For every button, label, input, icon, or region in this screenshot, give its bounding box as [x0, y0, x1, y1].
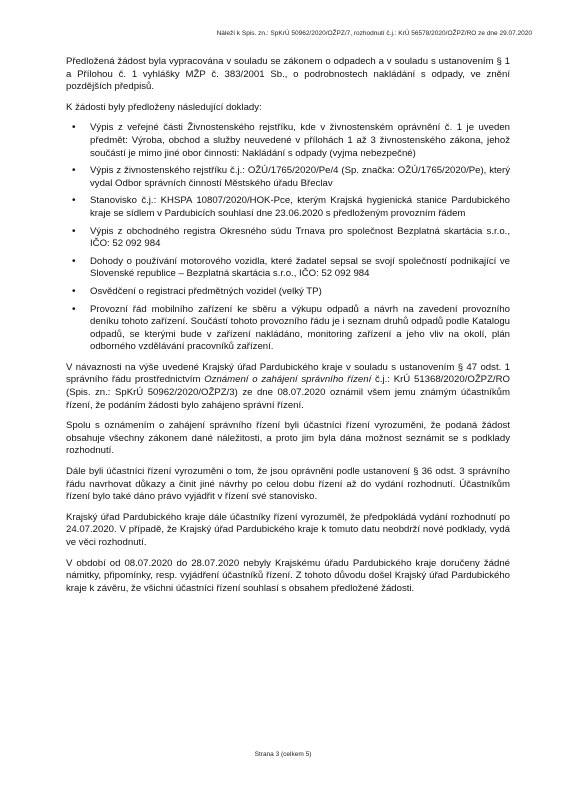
notice-text-start: V návaznosti na výše uvedené Krajský úřad Pardubického kraje v souladu s ustanovením § 47 odst. 1 správního řádu prostřednictvím — [66, 361, 510, 386]
notice-text-end: č.j.: KrÚ 51368/2020/OŽPZ/RO (Spis. zn.: SpKrÚ 50962/2020/OŽPZ/3) ze dne 08.07.2020 oznámil všem jemu známým účastníkům řízení, že podáním žádosti bylo zahájeno správní řízení. — [66, 374, 510, 411]
paragraph-application-intro: Předložená žádost byla vypracována v souladu se zákonem o odpadech a v souladu s ustanovením § 1 a Přílohou č. 1 vyhlášky MŽP č. 383/2001 Sb., o podrobnostech nakládání s odpady, ve znění pozdějších předpisů. — [66, 56, 510, 93]
documents-list — [66, 122, 510, 354]
list-item: • Provozní řád mobilního zařízení ke sběru a výkupu odpadů a návrh na zavedení provozního deníku tohoto zařízení. Součástí tohoto provozního řádu je i seznam druhů odpadů podle Katalogu odpadů, se kterými bude v zařízení nakládáno, monitoring zařízení a jeho vliv na okolí, plán odborného vzdělávání pracovníků zařízení. — [66, 304, 510, 354]
paragraph-documents-heading: K žádosti byly předloženy následující doklady: — [66, 101, 262, 113]
paragraph-proceeding-notice — [66, 362, 510, 412]
page-header-reference: Náleží k Spis. zn.: SpKrÚ 50962/2020/OŽPZ/7, rozhodnutí č.j.: KrÚ 56578/2020/OŽPZ/RO ze dne 29.07.2020 — [216, 30, 532, 37]
list-item: • Výpis z živnostenského rejstříku č.j.: OŽÚ/1765/2020/Pe/4 (Sp. značka: OŽÚ/1765/2020/Pe), který vydal Odbor správních činností Městského úřadu Břeclav — [66, 165, 510, 190]
notice-document-title: Oznámení o zahájení správního řízení — [204, 374, 372, 386]
page-number: Strana 3 (celkem 5) — [254, 751, 312, 758]
list-item: • Dohody o používání motorového vozidla, které žadatel sepsal se svojí společností podnikající ve Slovenské republice – Bezplatná skartácia s.r.o., IČO: 52 092 984 — [66, 256, 510, 281]
paragraph-participant-rights: Dále byli účastníci řízení vyrozuměni o tom, že jsou oprávněni podle ustanovení § 36 odst. 3 správního řádu navrhovat důkazy a činit jiné návrhy po celou dobu řízení až do vydání rozhodnutí. Účastníkům řízení bylo také dáno právo vyjádřit v řízení své stanovisko. — [66, 466, 510, 503]
paragraph-decision-date: Krajský úřad Pardubického kraje dále účastníky řízení vyrozuměl, že předpokládá vydání rozhodnutí po 24.07.2020. V případě, že Krajský úřad Pardubického kraje k tomuto datu neobdrží nové podklady, vydá ve věci rozhodnutí. — [66, 511, 510, 548]
document-body — [66, 56, 510, 603]
list-item: • Výpis z veřejné části Živnostenského rejstříku, kde v živnostenském oprávnění č. 1 je uveden předmět: Výroba, obchod a služby neuvedené v přílohách 1 až 3 živnostenského zákona, jehož součástí je mimo jiné obor činnosti: Nakládání s odpady (vyjma nebezpečné) — [66, 122, 510, 160]
paragraph-participants-informed: Spolu s oznámením o zahájení správního řízení byli účastníci řízení vyrozuměni, že podaná žádost obsahuje všechny zákonem dané náležitosti, a proto jim byla dána možnost seznámit se s podklady rozhodnutí. — [66, 420, 510, 457]
list-item: • Stanovisko č.j.: KHSPA 10807/2020/HOK-Pce, kterým Krajská hygienická stanice Pardubického kraje se sídlem v Pardubicích souhlasí dne 23.06.2020 s předloženým provozním řádem — [66, 195, 510, 220]
list-item: • Výpis z obchodného registra Okresného súdu Trnava pro společnost Bezplatná skartácia s.r.o., IČO: 52 092 984 — [66, 226, 510, 251]
list-item: • Osvědčení o registraci předmětných vozidel (velký TP) — [66, 286, 510, 299]
paragraph-conclusion: V období od 08.07.2020 do 28.07.2020 nebyly Krajskému úřadu Pardubického kraje doručeny žádné námitky, připomínky, resp. vyjádření účastníků řízení. Z tohoto důvodu došel Krajský úřad Pardubického kraje k závěru, že všichni účastníci řízení souhlasí s obsahem předložené žádosti. — [66, 557, 510, 594]
